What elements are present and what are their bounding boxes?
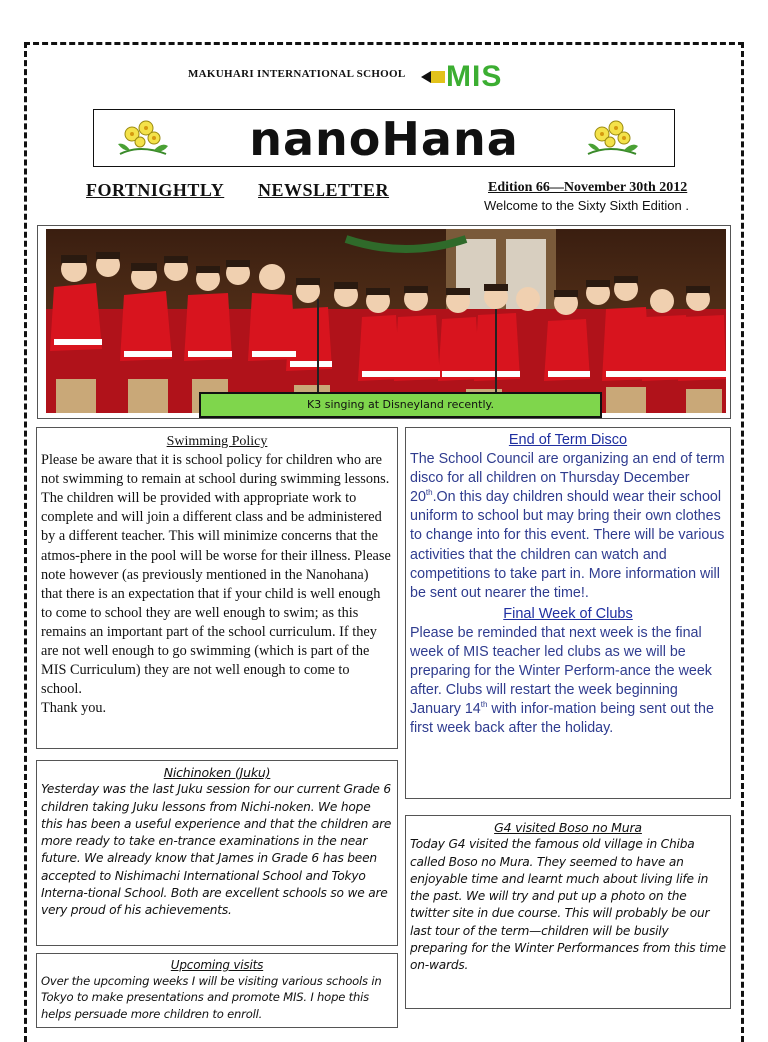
juku-box [36, 760, 398, 946]
disco-body-b: .On this day children should wear their school uniform to school but may bring their own clothes to change into for this event. There will be various activities that the children can watch and competitions to take part in. More information will be sent out nearer the time!. [410, 489, 725, 601]
k3-choir-photo [46, 229, 726, 413]
fortnightly-label: FORTNIGHTLY [86, 180, 225, 200]
boso-heading: G4 visited Boso no Mura [494, 820, 642, 835]
pencil-body [431, 71, 445, 83]
disco-body [410, 450, 726, 603]
mis-logo-text: MIS [446, 60, 503, 93]
juku-body: Yesterday was the last Juku session for our current Grade 6 children taking Juku lessons from Nichi-noken. We hope this has been a useful experience and that the children are more ready to take en-trance examinations in the near future. We already know that James in Grade 6 has been accepted to Nishimachi International School and Tokyo Interna-tional School. Both are excellent schools so we are very proud of his achievements. [41, 782, 392, 918]
clubs-heading: Final Week of Clubs [503, 605, 633, 622]
swimming-policy-closing: Thank you. [41, 700, 107, 717]
swimming-policy-box [36, 427, 398, 749]
photo-caption: K3 singing at Disneyland recently. [199, 392, 602, 418]
clubs-sup: th [480, 700, 488, 710]
welcome-text: Welcome to the Sixty Sixth Edition . [484, 198, 689, 213]
visits-body: Over the upcoming weeks I will be visiting various schools in Tokyo to make presentations and promote MIS. I hope this helps persuade more children to enroll. [41, 974, 382, 1021]
clubs-body-a: Please be reminded that next week is the final week of MIS teacher led clubs as we will be preparing for the Winter Perform-ance the week after. Clubs will restart the week beginning January 14 [410, 624, 712, 718]
boso-no-mura-box [405, 815, 731, 1009]
school-name: MAKUHARI INTERNATIONAL SCHOOL [188, 68, 406, 80]
pencil-icon [421, 71, 431, 83]
swimming-policy-body: Please be aware that it is school policy for children who are not swimming to remain at school during swimming lessons. The children will be provided with appropriate work to complete and will join a different class and be administered by a different teacher. This will minimize concerns that the atmos-phere in the pool will be worse for their illness. Please note however (as previously mentioned in the Nanohana) that there is an expectation that if your child is well enough to come to school they are well enough to swim; as this remains an important part of the school curriculum. If they are not well enough to go swimming (which is part of the MIS Curriculum) they are not well enough to come to school. [41, 452, 391, 698]
disco-heading: End of Term Disco [508, 432, 628, 448]
disco-body-a: The School Council are organizing an end of term disco for all children on Thursday December 20 [410, 451, 725, 506]
masthead [93, 109, 675, 167]
clubs-body [410, 624, 726, 739]
upcoming-visits-box [36, 953, 398, 1028]
disco-clubs-box [405, 427, 731, 799]
flower-icon [580, 114, 644, 162]
newsletter-label: NEWSLETTER [258, 180, 390, 200]
disco-sup: th [425, 488, 433, 498]
visits-heading: Upcoming visits [170, 958, 264, 972]
juku-heading: Nichinoken (Juku) [163, 765, 271, 780]
clubs-body-b: with infor-mation being sent out the first week back after the holiday. [410, 701, 714, 737]
newsletter-title: nanoHana [249, 112, 519, 166]
edition-label: Edition 66—November 30th 2012 [488, 180, 688, 195]
swimming-policy-heading: Swimming Policy [166, 434, 268, 449]
boso-body: Today G4 visited the famous old village in Chiba called Boso no Mura. They seemed to have an enjoyable time and learnt much about living life in the past. We will try and put up a photo on the twitter site in due course. This will probably be our last tour of the term—children will be busily preparing for the Winter Performances from this time on-wards. [410, 837, 726, 973]
school-logo [188, 60, 558, 93]
